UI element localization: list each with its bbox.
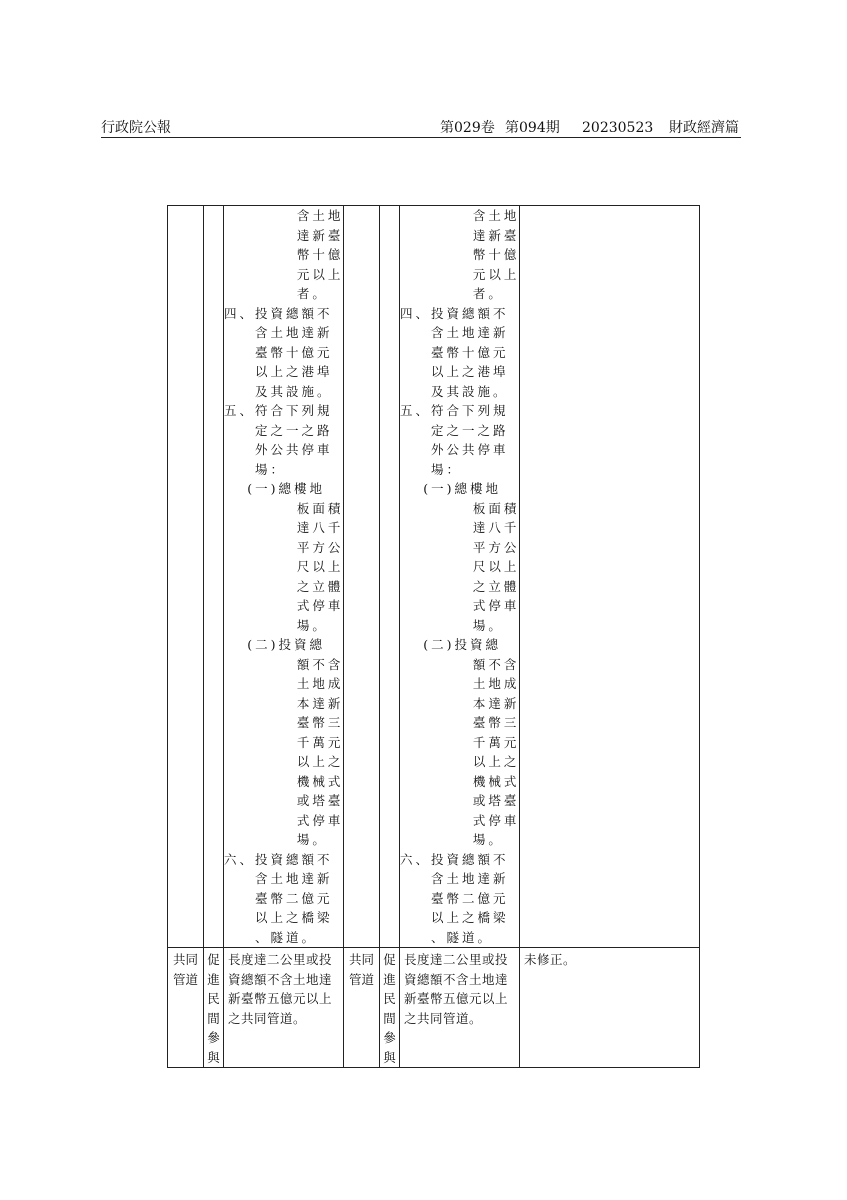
scope-char: 參 xyxy=(383,1030,396,1045)
current-scope-cell xyxy=(380,948,400,1068)
detail-line-text: 含土地達新 xyxy=(431,325,509,340)
detail-line-text: 、隧道。 xyxy=(431,929,494,945)
detail-line-text: 本達新 xyxy=(296,695,344,711)
detail-line xyxy=(224,655,343,675)
detail-line-text: 六、投資總額不 xyxy=(400,851,509,867)
detail-line-text: 幣十億 xyxy=(472,247,520,262)
detail-line-text: 外公共停車 xyxy=(431,442,509,457)
detail-line xyxy=(400,850,519,870)
detail-line xyxy=(400,616,519,636)
detail-line-text: 達八千 xyxy=(472,520,520,535)
detail-line-text: 場： xyxy=(255,461,287,477)
scope-char: 與 xyxy=(207,1049,220,1065)
detail-line-text: (一)總樓地 xyxy=(423,481,502,496)
scope-char: 與 xyxy=(383,1049,396,1065)
detail-line-text: 千萬元 xyxy=(296,734,344,750)
detail-line xyxy=(400,323,519,343)
detail-line-text: 達新臺 xyxy=(472,227,520,243)
detail-line-text: 及其設施。 xyxy=(431,383,509,399)
detail-line-text: 以上之橋梁 xyxy=(255,910,333,925)
detail-line-text: 元以上 xyxy=(472,266,520,282)
detail-line-text: 者。 xyxy=(296,286,328,301)
detail-line-text: 達新臺 xyxy=(296,227,344,243)
revised-category-cell xyxy=(168,206,204,948)
detail-line xyxy=(224,811,343,831)
current-detail-cell xyxy=(400,206,520,948)
detail-line xyxy=(224,635,343,655)
detail-line xyxy=(224,304,343,324)
issue-number: 第094期 xyxy=(505,120,560,136)
detail-line-text: 式停車 xyxy=(472,812,520,828)
detail-line xyxy=(400,401,519,421)
detail-line-text: 五、符合下列規 xyxy=(400,403,509,418)
detail-line xyxy=(224,791,343,811)
detail-line xyxy=(400,713,519,733)
detail-line xyxy=(224,343,343,363)
detail-line xyxy=(224,850,343,870)
detail-line-text: 平方公 xyxy=(296,539,344,555)
category-line: 共同 xyxy=(348,952,374,967)
scope-char: 進 xyxy=(383,971,396,987)
detail-line xyxy=(400,284,519,304)
detail-line xyxy=(224,479,343,499)
detail-line xyxy=(224,421,343,441)
detail-line xyxy=(400,694,519,714)
detail-line xyxy=(400,421,519,441)
detail-line-text: (一)總樓地 xyxy=(247,481,326,496)
detail-line xyxy=(224,499,343,519)
detail-line-text: 含土地達新 xyxy=(255,871,333,886)
detail-line xyxy=(400,499,519,519)
detail-line-text: 千萬元 xyxy=(472,734,520,750)
detail-line xyxy=(400,226,519,246)
detail-line xyxy=(400,733,519,753)
detail-line-text: 式停車 xyxy=(472,598,520,613)
revised-detail-text xyxy=(224,206,343,947)
detail-line-text: 場。 xyxy=(296,832,328,847)
detail-line-text: 定之一之路 xyxy=(431,422,509,438)
detail-line xyxy=(224,206,343,226)
detail-line-text: 板面積 xyxy=(296,500,344,516)
detail-line xyxy=(400,265,519,285)
detail-line-text: 尺以上 xyxy=(472,559,520,574)
detail-line xyxy=(400,928,519,948)
detail-line-text: 含土地達新 xyxy=(431,871,509,886)
detail-line-text: 以上之橋梁 xyxy=(431,910,509,925)
detail-line xyxy=(400,596,519,616)
detail-line xyxy=(400,440,519,460)
detail-line-text: 臺幣三 xyxy=(296,715,344,730)
detail-line-text: 含土地 xyxy=(472,208,520,223)
explanation-text: 未修正。 xyxy=(524,952,577,967)
detail-line xyxy=(224,245,343,265)
detail-line xyxy=(224,362,343,382)
detail-line-text: 場。 xyxy=(472,617,504,633)
gazette-title: 行政院公報 xyxy=(101,120,171,136)
detail-line xyxy=(224,889,343,909)
scope-char: 間 xyxy=(383,1010,396,1026)
detail-line xyxy=(400,304,519,324)
detail-line xyxy=(224,772,343,792)
detail-line xyxy=(224,713,343,733)
detail-line xyxy=(224,557,343,577)
detail-line xyxy=(224,401,343,421)
detail-line xyxy=(224,284,343,304)
scope-char: 進 xyxy=(207,971,220,987)
detail-line-text: 機械式 xyxy=(472,773,520,789)
detail-line xyxy=(400,577,519,597)
detail-line-text: 式停車 xyxy=(296,598,344,613)
detail-line-text: 達八千 xyxy=(296,520,344,535)
detail-line xyxy=(400,362,519,382)
revised-scope-cell xyxy=(204,206,224,948)
detail-line xyxy=(400,752,519,772)
category-line: 管道 xyxy=(172,971,198,987)
detail-line xyxy=(400,869,519,889)
scope-char: 參 xyxy=(207,1030,220,1045)
detail-line xyxy=(224,733,343,753)
detail-line-text: 四、投資總額不 xyxy=(224,305,333,321)
detail-line xyxy=(400,635,519,655)
current-category-cell xyxy=(344,948,380,1068)
amendment-comparison-table xyxy=(167,205,700,1068)
detail-line-text: 含土地 xyxy=(296,208,344,223)
category-line: 管道 xyxy=(348,971,374,987)
detail-line xyxy=(224,752,343,772)
current-detail-text xyxy=(400,206,519,947)
detail-line xyxy=(224,440,343,460)
detail-line-text: 土地成 xyxy=(296,676,344,691)
detail-line-text: 含土地達新 xyxy=(255,325,333,340)
category-line: 共同 xyxy=(172,952,198,967)
detail-line-text: 臺幣二億元 xyxy=(255,890,333,906)
current-scope-cell xyxy=(380,206,400,948)
detail-line-text: 臺幣十億元 xyxy=(431,344,509,360)
detail-line-text: 額不含 xyxy=(296,656,344,672)
revised-detail-cell xyxy=(224,206,344,948)
detail-line xyxy=(400,245,519,265)
detail-line-text: 尺以上 xyxy=(296,559,344,574)
detail-line-text: 臺幣十億元 xyxy=(255,344,333,360)
detail-line xyxy=(224,674,343,694)
revised-definition-text: 長度達二公里或投資總額不含土地達新臺幣五億元以上之共同管道。 xyxy=(228,952,333,1026)
detail-line-text: 式停車 xyxy=(296,812,344,828)
publish-date: 20230523 xyxy=(582,120,654,136)
revised-definition-cell xyxy=(224,948,344,1068)
detail-line xyxy=(400,557,519,577)
current-category-cell xyxy=(344,206,380,948)
detail-line xyxy=(224,538,343,558)
detail-line xyxy=(224,382,343,402)
detail-line xyxy=(224,908,343,928)
explanation-cell xyxy=(520,948,700,1068)
detail-line-text: 額不含 xyxy=(472,656,520,672)
detail-line xyxy=(224,518,343,538)
detail-line-text: 幣十億 xyxy=(296,247,344,262)
scope-char: 促 xyxy=(383,952,396,967)
detail-line-text: (二)投資總 xyxy=(247,637,326,652)
detail-line xyxy=(224,869,343,889)
detail-line-text: 五、符合下列規 xyxy=(224,403,333,418)
detail-line xyxy=(224,596,343,616)
revised-category-cell xyxy=(168,948,204,1068)
current-definition-cell xyxy=(400,948,520,1068)
detail-line-text: 元以上 xyxy=(296,266,344,282)
detail-line-text: 以上之 xyxy=(472,754,520,769)
detail-line-text: 外公共停車 xyxy=(255,442,333,457)
explanation-cell xyxy=(520,206,700,948)
detail-line xyxy=(224,323,343,343)
scope-char: 促 xyxy=(207,952,220,967)
detail-line xyxy=(400,382,519,402)
volume-number: 第029卷 xyxy=(440,120,495,136)
detail-line-text: 機械式 xyxy=(296,773,344,789)
detail-line xyxy=(400,830,519,850)
detail-line xyxy=(224,616,343,636)
detail-line-text: 土地成 xyxy=(472,676,520,691)
detail-line-text: 或塔臺 xyxy=(472,793,520,808)
detail-line xyxy=(400,811,519,831)
detail-line xyxy=(400,343,519,363)
detail-line-text: 場。 xyxy=(472,832,504,847)
detail-line-text: 場。 xyxy=(296,617,328,633)
detail-line-text: 臺幣二億元 xyxy=(431,890,509,906)
detail-line xyxy=(224,226,343,246)
detail-line-text: 及其設施。 xyxy=(255,383,333,399)
header-rule xyxy=(101,137,741,138)
detail-line-text: 或塔臺 xyxy=(296,793,344,808)
detail-line-text: 定之一之路 xyxy=(255,422,333,438)
detail-line xyxy=(400,908,519,928)
detail-line-text: 以上之港埠 xyxy=(431,364,509,379)
detail-line xyxy=(224,577,343,597)
section-name: 財政經濟篇 xyxy=(669,120,739,136)
revised-scope-cell xyxy=(204,948,224,1068)
detail-line-text: 四、投資總額不 xyxy=(400,305,509,321)
detail-line-text: 平方公 xyxy=(472,539,520,555)
detail-line-text: 本達新 xyxy=(472,695,520,711)
detail-line-text: 場： xyxy=(431,461,463,477)
detail-line-text: 以上之 xyxy=(296,754,344,769)
detail-line xyxy=(224,265,343,285)
detail-line-text: (二)投資總 xyxy=(423,637,502,652)
detail-line-text: 以上之港埠 xyxy=(255,364,333,379)
detail-line-text: 、隧道。 xyxy=(255,929,318,945)
detail-line xyxy=(400,460,519,480)
detail-line xyxy=(224,830,343,850)
current-definition-text: 長度達二公里或投資總額不含土地達新臺幣五億元以上之共同管道。 xyxy=(404,952,509,1026)
detail-line xyxy=(400,791,519,811)
detail-line xyxy=(400,538,519,558)
table-row-continuation xyxy=(168,206,700,948)
detail-line xyxy=(224,460,343,480)
detail-line xyxy=(400,479,519,499)
detail-line xyxy=(224,694,343,714)
table-row-common-duct xyxy=(168,948,700,1068)
scope-char: 民 xyxy=(207,991,220,1006)
detail-line xyxy=(400,674,519,694)
detail-line xyxy=(400,518,519,538)
detail-line xyxy=(400,772,519,792)
scope-char: 民 xyxy=(383,991,396,1006)
detail-line-text: 之立體 xyxy=(472,578,520,594)
detail-line xyxy=(400,206,519,226)
detail-line xyxy=(224,928,343,948)
detail-line-text: 之立體 xyxy=(296,578,344,594)
scope-char: 間 xyxy=(207,1010,220,1026)
detail-line-text: 六、投資總額不 xyxy=(224,851,333,867)
detail-line-text: 者。 xyxy=(472,286,504,301)
detail-line xyxy=(400,655,519,675)
detail-line xyxy=(400,889,519,909)
detail-line-text: 臺幣三 xyxy=(472,715,520,730)
detail-line-text: 板面積 xyxy=(472,500,520,516)
